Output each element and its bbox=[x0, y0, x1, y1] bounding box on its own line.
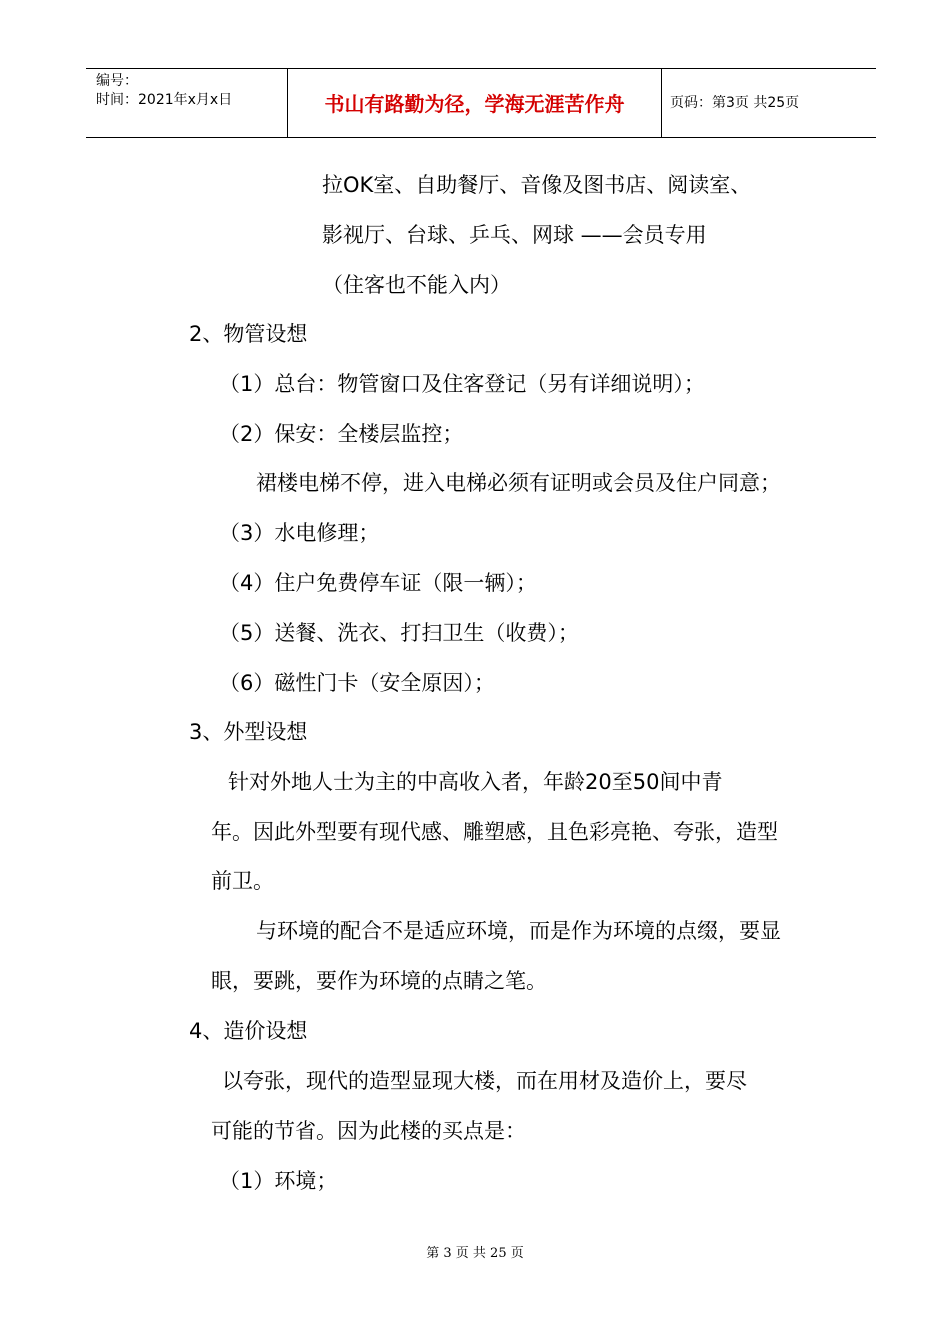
header-page-cell bbox=[661, 69, 876, 137]
header-motto: 书山有路勤为径，学海无涯苦作舟 bbox=[324, 92, 625, 116]
document-number-label: 编号： bbox=[96, 73, 138, 89]
page-footer: 第 3 页 共 25 页 bbox=[426, 1246, 524, 1261]
body-line: 针对外地人士为主的中高收入者，年龄20至50间中青 bbox=[228, 770, 723, 794]
body-line: （1）环境； bbox=[219, 1169, 338, 1193]
section-heading: 4、造价设想 bbox=[189, 1019, 308, 1043]
body-line: （6）磁性门卡（安全原因）； bbox=[219, 671, 495, 695]
body-line: 前卫。 bbox=[211, 869, 274, 893]
header-motto-cell bbox=[287, 69, 662, 137]
header-page-code: 页码：第3页 共25页 bbox=[670, 95, 800, 111]
body-line: 以夸张，现代的造型显现大楼，而在用材及造价上，要尽 bbox=[222, 1069, 747, 1093]
body-line: 拉OK室、自助餐厅、音像及图书店、阅读室、 bbox=[322, 173, 752, 197]
header-info-cell bbox=[86, 69, 286, 137]
body-line: （4）住户免费停车证（限一辆）； bbox=[219, 571, 537, 595]
body-line: （2）保安：全楼层监控； bbox=[219, 422, 464, 446]
body-line: 与环境的配合不是适应环境，而是作为环境的点缀，要显 bbox=[256, 919, 781, 943]
document-time-label: 时间：2021年x月x日 bbox=[96, 92, 233, 108]
body-line: （1）总台：物管窗口及住客登记（另有详细说明）； bbox=[219, 372, 705, 396]
page-header bbox=[86, 68, 876, 138]
body-line: 可能的节省。因为此楼的买点是： bbox=[211, 1119, 526, 1143]
body-line: （5）送餐、洗衣、打扫卫生（收费）； bbox=[219, 621, 579, 645]
body-line: 年。因此外型要有现代感、雕塑感，且色彩亮艳、夸张，造型 bbox=[211, 820, 778, 844]
body-line: （3）水电修理； bbox=[219, 521, 380, 545]
body-line: （住客也不能入内） bbox=[322, 273, 511, 297]
section-heading: 3、外型设想 bbox=[189, 720, 308, 744]
body-line: 影视厅、台球、乒乓、网球 ——会员专用 bbox=[322, 223, 707, 247]
body-line: 眼，要跳，要作为环境的点睛之笔。 bbox=[211, 969, 547, 993]
body-line: 裙楼电梯不停，进入电梯必须有证明或会员及住户同意； bbox=[256, 471, 781, 495]
section-heading: 2、物管设想 bbox=[189, 322, 308, 346]
